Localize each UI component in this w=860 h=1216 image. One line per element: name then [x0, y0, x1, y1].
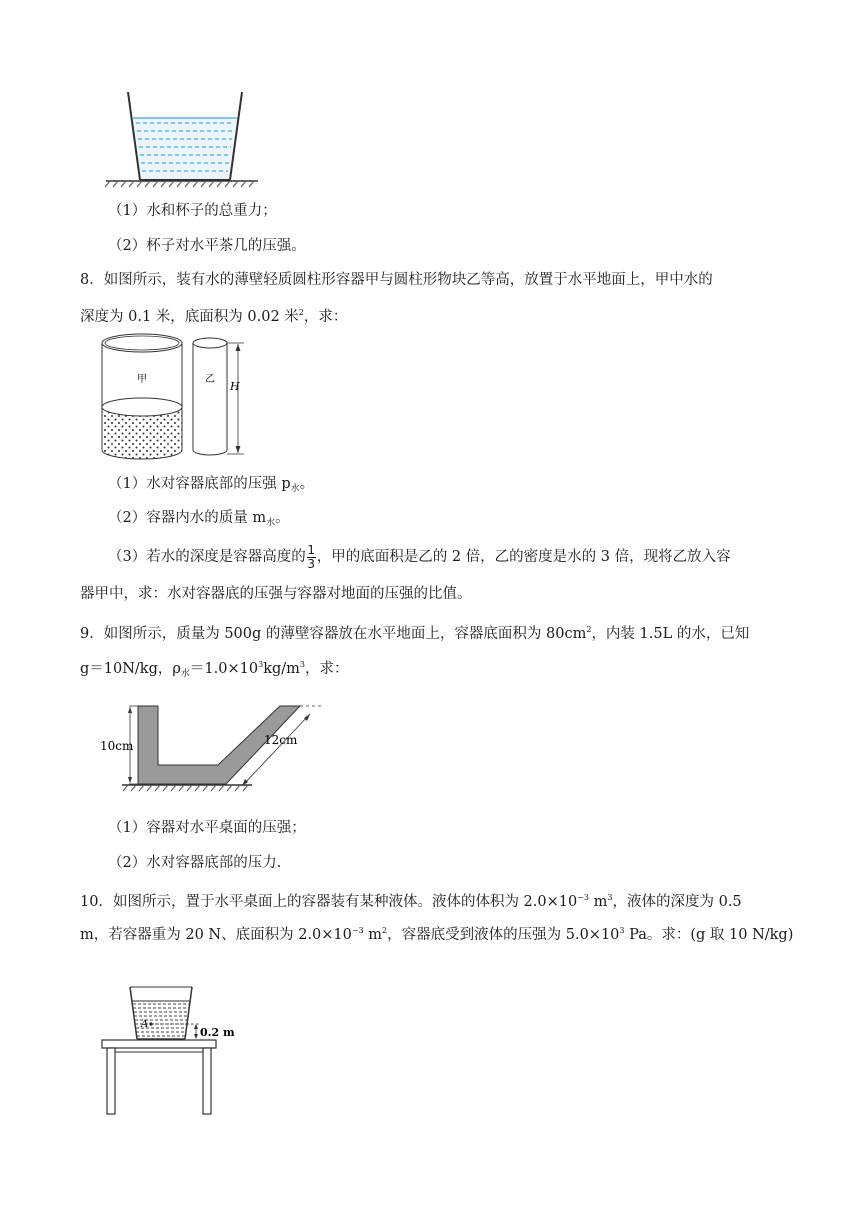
q8-stem-line1: 8．如图所示，装有水的薄壁轻质圆柱形容器甲与圆柱形物块乙等高，放置于水平地面上，甲中水的: [80, 272, 713, 288]
label-10cm: 10cm: [100, 739, 134, 753]
label-jia: 甲: [137, 374, 147, 385]
cup-figure: [100, 88, 270, 188]
label-A: A: [141, 1019, 149, 1030]
q9-sub1: （1）容器对水平桌面的压强；: [108, 820, 306, 836]
cylinders-figure: [96, 330, 256, 465]
label-H: H: [230, 380, 240, 393]
q10-stem-line2: m，若容器重为 20 N、底面积为 $2.0\times 10^{-3}$ $m^2$，容器底受到液体的压强为 $5.0\times 10^3$ Pa。求：(g 取 10 N/kg): [80, 926, 794, 943]
q8-sub3-line2: 器甲中，求：水对容器底的压强与容器对地面的压强的比值。: [80, 586, 472, 602]
q9-stem-line1: 9．如图所示，质量为 500g 的薄壁容器放在水平地面上，容器底面积为 $80cm^2$，内装 1.5L 的水，已知: [80, 625, 750, 642]
label-yi: 乙: [205, 374, 215, 385]
label-0.2m: 0.2 m: [200, 1026, 235, 1039]
q10-stem-line1: 10．如图所示，置于水平桌面上的容器装有某种液体。液体的体积为 $2.0\times 10^{-3}$ $m^3$，液体的深度为 0.5: [80, 893, 742, 910]
q8-stem-line2: 深度为 0.1 米，底面积为 0.02 米$^2$，求：: [80, 308, 348, 325]
u-container-figure: [98, 690, 338, 800]
q8-sub1: （1）水对容器底部的压强 $p_水$。: [108, 476, 315, 494]
label-12cm: 12cm: [264, 733, 298, 747]
table-container-figure: [96, 980, 246, 1120]
q8-sub3-line1: （3）若水的深度是容器高度的 $\frac{1}{3}$ ，甲的底面积是乙的 2 倍，乙的密度是水的 3 倍，现将乙放入容: [108, 543, 731, 571]
fraction-one-third: $\frac{1}{3}$: [307, 543, 316, 571]
q7-sub2: （2）杯子对水平茶几的压强。: [108, 238, 306, 254]
q8-sub2: （2）容器内水的质量 $m_水$。: [108, 510, 290, 528]
q9-sub2: （2）水对容器底部的压力.: [108, 855, 282, 871]
q9-stem-line2: g＝10N/kg，$\rho_水=1.0\times 10^3kg/m^3$，求：: [80, 660, 349, 679]
q7-sub1: （1）水和杯子的总重力；: [108, 203, 277, 219]
